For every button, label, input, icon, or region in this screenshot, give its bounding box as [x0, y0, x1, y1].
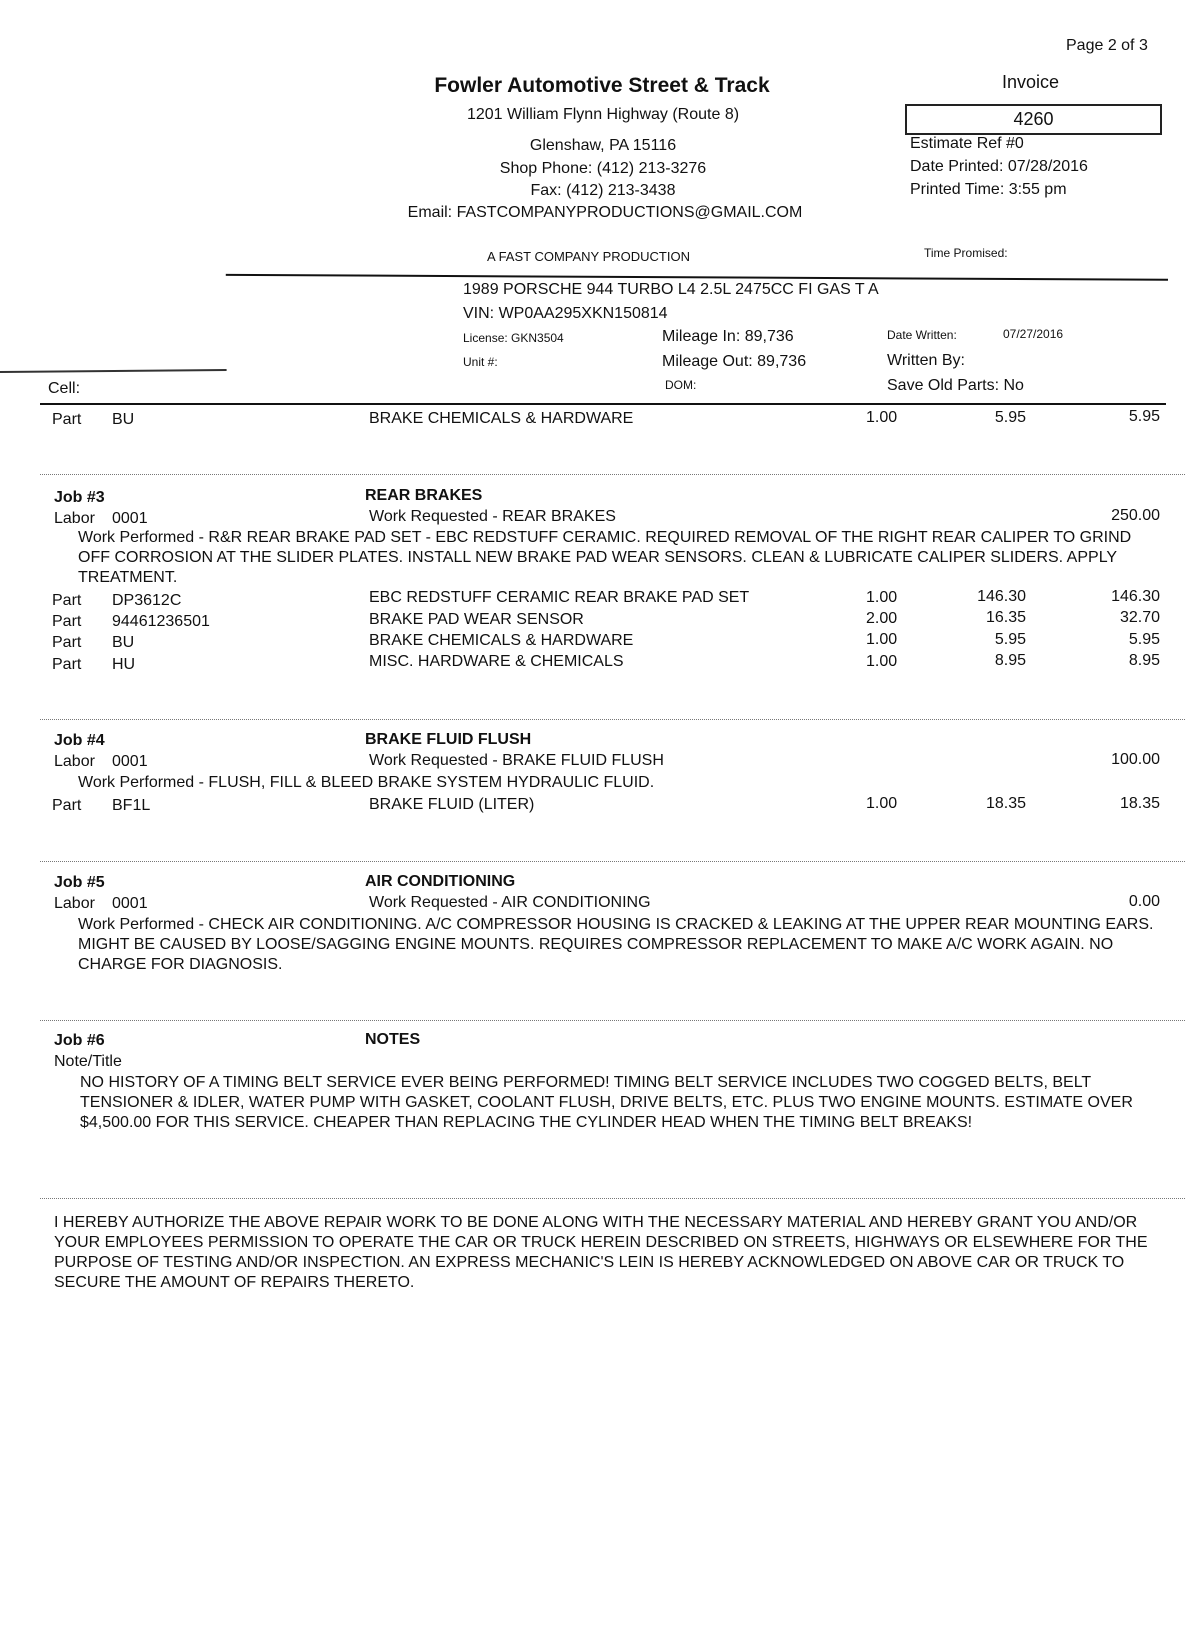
labor-amount: 0.00	[1128, 893, 1160, 910]
shop-tagline: A FAST COMPANY PRODUCTION	[487, 249, 690, 264]
job-title: NOTES	[365, 1031, 421, 1048]
part-type: Part	[52, 613, 82, 630]
vehicle-description: 1989 PORSCHE 944 TURBO L4 2.5L 2475CC FI GAS T A	[463, 281, 879, 298]
written-by: Written By:	[887, 352, 965, 369]
note-label: Note/Title	[54, 1053, 122, 1070]
divider	[40, 1020, 1185, 1021]
date-written-label: Date Written:	[887, 328, 957, 342]
work-performed: Work Performed - CHECK AIR CONDITIONING. A/C COMPRESSOR HOUSING IS CRACKED & LEAKING AT THE UPPER REAR MOUNTING EARS. MIGHT BE CAUSED BY LOOSE/SAGGING ENGINE MOUNTS. REQUIRES COMPRESSOR REPLACEMENT TO MAKE A/C WORK AGAIN. NO CHARGE FOR DIAGNOSIS.	[78, 916, 1154, 973]
vehicle-unit: Unit #:	[463, 355, 498, 369]
part-type: Part	[52, 592, 82, 609]
part-amount: 18.35	[1119, 795, 1160, 812]
cell-label: Cell:	[48, 380, 81, 397]
mileage-in: Mileage In: 89,736	[662, 328, 794, 345]
time-promised: Time Promised:	[924, 246, 1008, 260]
part-code: 94461236501	[112, 613, 210, 630]
row-code: BU	[112, 411, 135, 428]
part-qty: 2.00	[866, 610, 898, 627]
row-type: Part	[52, 411, 82, 428]
job-number: Job #4	[54, 732, 105, 749]
folded-corner	[0, 229, 227, 373]
part-qty: 1.00	[866, 653, 898, 670]
labor-label: Labor	[54, 753, 95, 770]
header-rule	[100, 273, 1168, 281]
row-description: BRAKE CHEMICALS & HARDWARE	[369, 410, 634, 427]
lines-rule	[40, 403, 1166, 405]
part-amount: 32.70	[1119, 609, 1160, 626]
vehicle-license: License: GKN3504	[463, 331, 564, 345]
part-code: BF1L	[112, 797, 151, 814]
date-written-value: 07/27/2016	[1003, 327, 1064, 341]
estimate-ref: Estimate Ref #0	[910, 135, 1024, 152]
part-price: 8.95	[994, 652, 1026, 669]
divider	[40, 861, 1185, 862]
part-description: BRAKE CHEMICALS & HARDWARE	[369, 632, 634, 649]
labor-amount: 250.00	[1111, 507, 1160, 524]
invoice-number: 4260	[905, 104, 1162, 135]
job-title: AIR CONDITIONING	[365, 873, 516, 890]
shop-address-line1: 1201 William Flynn Highway (Route 8)	[466, 106, 740, 123]
part-amount: 8.95	[1128, 652, 1160, 669]
shop-email: Email: FASTCOMPANYPRODUCTIONS@GMAIL.COM	[407, 204, 803, 221]
part-description: EBC REDSTUFF CERAMIC REAR BRAKE PAD SET	[369, 589, 750, 606]
part-amount: 5.95	[1128, 631, 1160, 648]
labor-code: 0001	[112, 895, 148, 912]
vehicle-dom: DOM:	[665, 378, 697, 392]
printed-time: Printed Time: 3:55 pm	[910, 181, 1067, 198]
job-number: Job #3	[54, 489, 105, 506]
divider	[40, 719, 1185, 720]
job-title: REAR BRAKES	[365, 487, 483, 504]
part-description: BRAKE FLUID (LITER)	[369, 796, 535, 813]
labor-code: 0001	[112, 753, 148, 770]
work-requested: Work Requested - REAR BRAKES	[369, 508, 616, 525]
save-old-parts: Save Old Parts: No	[887, 377, 1024, 394]
part-qty: 1.00	[866, 795, 898, 812]
part-code: HU	[112, 656, 136, 673]
part-description: BRAKE PAD WEAR SENSOR	[369, 611, 584, 628]
date-printed: Date Printed: 07/28/2016	[910, 158, 1088, 175]
part-price: 16.35	[985, 609, 1026, 626]
part-code: DP3612C	[112, 592, 182, 609]
labor-amount: 100.00	[1111, 751, 1160, 768]
part-price: 146.30	[977, 588, 1026, 605]
part-qty: 1.00	[866, 589, 898, 606]
work-requested: Work Requested - AIR CONDITIONING	[369, 894, 651, 911]
part-description: MISC. HARDWARE & CHEMICALS	[369, 653, 624, 670]
row-qty: 1.00	[866, 409, 898, 426]
work-performed: Work Performed - FLUSH, FILL & BLEED BRAKE SYSTEM HYDRAULIC FLUID.	[78, 774, 655, 791]
part-price: 18.35	[985, 795, 1026, 812]
shop-address-line2: Glenshaw, PA 15116	[529, 137, 677, 154]
vehicle-vin: VIN: WP0AA295XKN150814	[463, 305, 668, 322]
job-number: Job #5	[54, 874, 105, 891]
part-price: 5.95	[994, 631, 1026, 648]
divider	[40, 474, 1185, 475]
labor-label: Labor	[54, 510, 95, 527]
row-price: 5.95	[994, 409, 1026, 426]
part-type: Part	[52, 656, 82, 673]
part-code: BU	[112, 634, 135, 651]
labor-code: 0001	[112, 510, 148, 527]
work-performed: Work Performed - R&R REAR BRAKE PAD SET - EBC REDSTUFF CERAMIC. REQUIRED REMOVAL OF THE RIGHT REAR CALIPER TO GRIND OFF CORROSION AT THE SLIDER PLATES. INSTALL NEW BRAKE PAD WEAR SENSORS. CLEAN & LUBRICATE CALIPER SLIDERS. APPLY TREATMENT.	[78, 529, 1132, 586]
work-requested: Work Requested - BRAKE FLUID FLUSH	[369, 752, 664, 769]
part-amount: 146.30	[1111, 588, 1160, 605]
shop-fax: Fax: (412) 213-3438	[530, 182, 676, 199]
page-number: Page 2 of 3	[1066, 37, 1148, 54]
part-type: Part	[52, 634, 82, 651]
row-amount: 5.95	[1128, 408, 1160, 425]
authorization-text: I HEREBY AUTHORIZE THE ABOVE REPAIR WORK TO BE DONE ALONG WITH THE NECESSARY MATERIAL AND HEREBY GRANT YOU AND/OR YOUR EMPLOYEES PERMISSION TO OPERATE THE CAR OR TRUCK HEREIN DESCRIBED ON STREETS, HIGHWAYS OR ELSEWHERE FOR THE PURPOSE OF TESTING AND/OR INSPECTION. AN EXPRESS MECHANIC'S LEIN IS HEREBY ACKNOWLEDGED ON ABOVE CAR OR TRUCK TO SECURE THE AMOUNT OF REPAIRS THERETO.	[54, 1214, 1148, 1291]
shop-name: Fowler Automotive Street & Track	[434, 74, 770, 97]
job-number: Job #6	[54, 1032, 105, 1049]
note-text: NO HISTORY OF A TIMING BELT SERVICE EVER BEING PERFORMED! TIMING BELT SERVICE INCLUDES TWO COGGED BELTS, BELT TENSIONER & IDLER, WATER PUMP WITH GASKET, COOLANT FLUSH, DRIVE BELTS, ETC. PLUS TWO ENGINE MOUNTS. ESTIMATE OVER $4,500.00 FOR THIS SERVICE. CHEAPER THAN REPLACING THE CYLINDER HEAD WHEN THE TIMING BELT BREAKS!	[80, 1074, 1133, 1131]
job-title: BRAKE FLUID FLUSH	[365, 731, 532, 748]
invoice-label: Invoice	[1002, 72, 1060, 92]
shop-phone: Shop Phone: (412) 213-3276	[499, 160, 707, 177]
labor-label: Labor	[54, 895, 95, 912]
mileage-out: Mileage Out: 89,736	[662, 353, 807, 370]
divider	[40, 1198, 1185, 1199]
part-type: Part	[52, 797, 82, 814]
part-qty: 1.00	[866, 631, 898, 648]
